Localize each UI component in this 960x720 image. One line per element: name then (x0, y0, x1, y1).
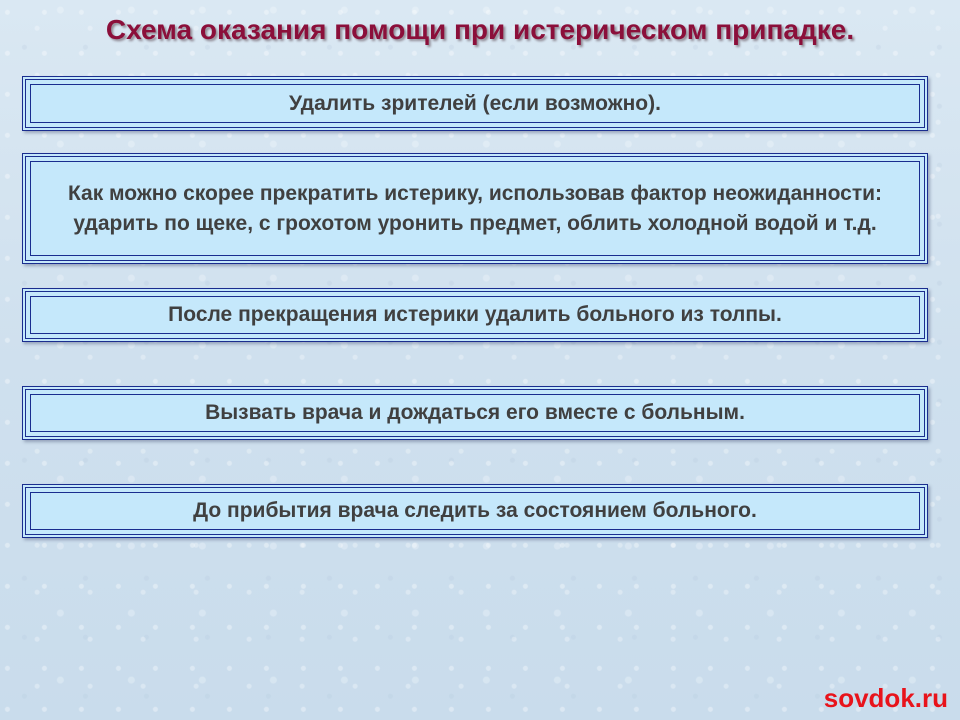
step-box-5 (22, 484, 928, 538)
step-text-2: Как можно скорее прекратить истерику, использовав фактор неожиданности: ударить по щеке, с грохотом уронить предмет, облить холодной водой и т.д. (67, 181, 883, 235)
step-box-2 (22, 153, 928, 264)
step-text-3: После прекращения истерики удалить больного из толпы. (168, 303, 782, 326)
site-watermark: sovdok.ru (823, 683, 948, 713)
step-box-3 (22, 288, 928, 342)
step-box-1 (22, 76, 928, 131)
page-title: Схема оказания помощи при истерическом припадке. (105, 14, 855, 45)
step-box-4 (22, 386, 928, 440)
step-text-4: Вызвать врача и дождаться его вместе с больным. (205, 401, 745, 424)
step-text-5: До прибытия врача следить за состоянием больного. (193, 499, 757, 522)
step-text-1: Удалить зрителей (если возможно). (289, 91, 661, 115)
